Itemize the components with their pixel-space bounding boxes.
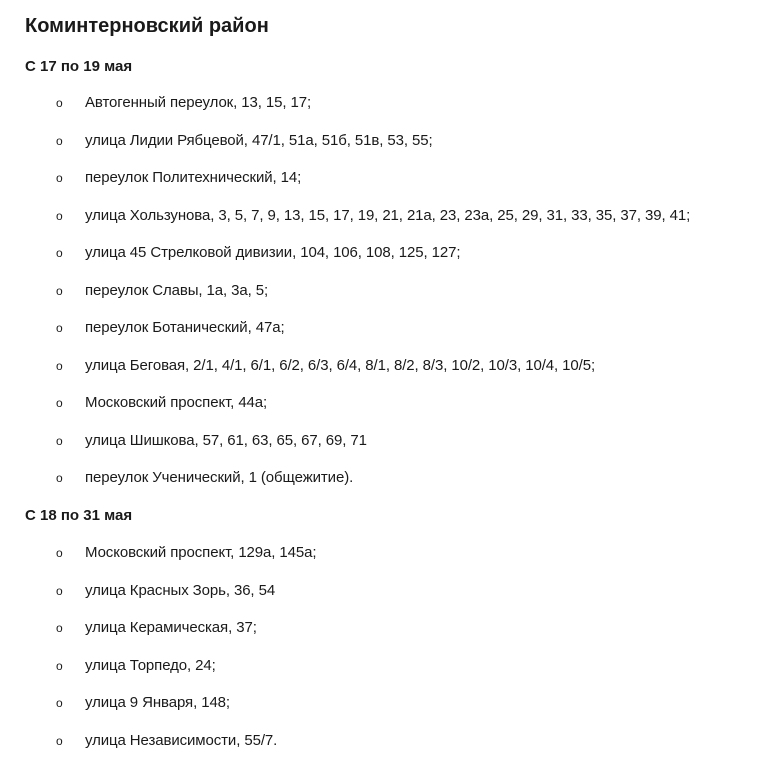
section-heading-2: С 18 по 31 мая bbox=[25, 506, 132, 526]
bullet-circle-icon: o bbox=[56, 543, 63, 563]
bullet-circle-icon: o bbox=[56, 731, 63, 751]
bullet-circle-icon: o bbox=[56, 393, 63, 413]
address-text: улица Беговая, 2/1, 4/1, 6/1, 6/2, 6/3, 6/4, 8/1, 8/2, 8/3, 10/2, 10/3, 10/4, 10/5; bbox=[85, 356, 595, 376]
list-item bbox=[0, 693, 759, 731]
list-item bbox=[0, 731, 759, 768]
list-item bbox=[0, 468, 759, 506]
bullet-circle-icon: o bbox=[56, 93, 63, 113]
list-item bbox=[0, 281, 759, 319]
bullet-circle-icon: o bbox=[56, 656, 63, 676]
bullet-circle-icon: o bbox=[56, 693, 63, 713]
address-text: улица 45 Стрелковой дивизии, 104, 106, 108, 125, 127; bbox=[85, 243, 460, 263]
bullet-circle-icon: o bbox=[56, 431, 63, 451]
bullet-circle-icon: o bbox=[56, 318, 63, 338]
address-text: Московский проспект, 44а; bbox=[85, 393, 267, 413]
list-item bbox=[0, 543, 759, 581]
list-item bbox=[0, 206, 759, 244]
address-text: переулок Ученический, 1 (общежитие). bbox=[85, 468, 353, 488]
address-text: переулок Славы, 1а, 3а, 5; bbox=[85, 281, 268, 301]
address-text: переулок Ботанический, 47а; bbox=[85, 318, 285, 338]
address-text: улица Торпедо, 24; bbox=[85, 656, 216, 676]
page-title: Коминтерновский район bbox=[25, 12, 269, 40]
bullet-circle-icon: o bbox=[56, 131, 63, 151]
address-text: Автогенный переулок, 13, 15, 17; bbox=[85, 93, 311, 113]
list-item bbox=[0, 131, 759, 169]
list-item bbox=[0, 318, 759, 356]
bullet-circle-icon: o bbox=[56, 281, 63, 301]
address-text: Московский проспект, 129а, 145а; bbox=[85, 543, 316, 563]
bullet-circle-icon: o bbox=[56, 243, 63, 263]
bullet-circle-icon: o bbox=[56, 206, 63, 226]
bullet-circle-icon: o bbox=[56, 168, 63, 188]
address-text: улица Лидии Рябцевой, 47/1, 51а, 51б, 51в, 53, 55; bbox=[85, 131, 433, 151]
address-text: улица Хользунова, 3, 5, 7, 9, 13, 15, 17, 19, 21, 21а, 23, 23а, 25, 29, 31, 33, 35, 37, 39, 41; bbox=[85, 206, 690, 226]
address-list-1 bbox=[0, 93, 759, 506]
address-list-2 bbox=[0, 543, 759, 768]
list-item bbox=[0, 656, 759, 694]
list-item bbox=[0, 393, 759, 431]
address-text: улица 9 Января, 148; bbox=[85, 693, 230, 713]
list-item bbox=[0, 243, 759, 281]
section-heading-1: С 17 по 19 мая bbox=[25, 57, 132, 77]
address-text: улица Красных Зорь, 36, 54 bbox=[85, 581, 275, 601]
list-item bbox=[0, 356, 759, 394]
bullet-circle-icon: o bbox=[56, 356, 63, 376]
list-item bbox=[0, 431, 759, 469]
list-item bbox=[0, 168, 759, 206]
bullet-circle-icon: o bbox=[56, 581, 63, 601]
list-item bbox=[0, 93, 759, 131]
address-text: улица Шишкова, 57, 61, 63, 65, 67, 69, 71 bbox=[85, 431, 367, 451]
address-text: переулок Политехнический, 14; bbox=[85, 168, 301, 188]
list-item bbox=[0, 618, 759, 656]
bullet-circle-icon: o bbox=[56, 468, 63, 488]
address-text: улица Независимости, 55/7. bbox=[85, 731, 277, 751]
list-item bbox=[0, 581, 759, 619]
address-text: улица Керамическая, 37; bbox=[85, 618, 257, 638]
bullet-circle-icon: o bbox=[56, 618, 63, 638]
